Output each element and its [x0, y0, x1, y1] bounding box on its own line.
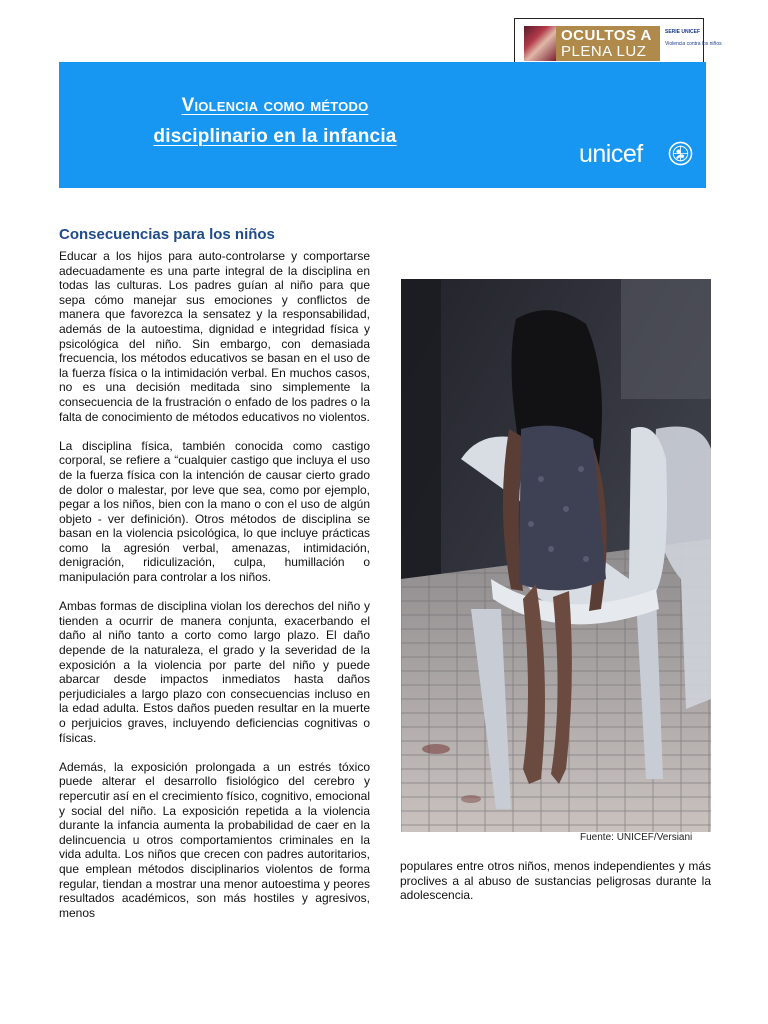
- badge-photo: [524, 26, 556, 61]
- paragraph-1: Educar a los hijos para auto-controlarse y comportarse adecuadamente es una parte integral de la disciplina en todas las culturas. Los padres guían al niño para que sepa cómo manejar sus emociones y conflictos de manera que favorezca la sensatez y la responsabilidad, además de la autoestima, dignidad e integridad física y psicológica del niño. Sin embargo, con demasiada frecuencia, los métodos educativos se basan en el uso de la fuerza física o la intimidación verbal. En muchos casos, no es una decisión meditada sino simplemente la consecuencia de la frustración o enfado de los padres o la falta de conocimiento de métodos educativos no violentos.: [59, 249, 370, 424]
- unicef-wordmark: unicef: [579, 140, 643, 168]
- badge-subtitle: Violencia contra los niños: [665, 41, 722, 47]
- paragraph-5: populares entre otros niños, menos independientes y más proclives a al abuso de sustancias peligrosas durante la adolescencia.: [400, 859, 711, 903]
- unicef-globe-icon: [668, 141, 693, 166]
- paragraph-3: Ambas formas de disciplina violan los derechos del niño y tienden a ocurrir de manera conjunta, exacerbando el daño al niño tanto a corto como largo plazo. El daño depende de la naturaleza, el grado y la severidad de la exposición a la violencia por parte del niño y puede abarcar desde impactos inmediatos hasta daños perjudiciales a largo plazo con consecuencias incluso en la edad adulta. Estos daños pueden resultar en la muerte o perjuicios graves, incluyendo deficiencias cognitivas o físicas.: [59, 599, 370, 745]
- title-line-2: disciplinario en la infancia: [153, 126, 397, 147]
- article-photo: [401, 279, 711, 832]
- badge-line-1: OCULTOS A: [561, 27, 652, 44]
- page-title: [59, 90, 491, 152]
- badge-series-label: SERIE UNICEF: [665, 29, 701, 35]
- section-title: Consecuencias para los niños: [59, 226, 275, 243]
- photo-illustration: [401, 279, 711, 832]
- photo-caption: Fuente: UNICEF/Versiani: [580, 832, 693, 843]
- paragraph-4: Además, la exposición prolongada a un estrés tóxico puede alterar el desarrollo fisiológico del cerebro y repercutir así en el crecimiento físico, cognitivo, emocional y social del niño. La exposición repetida a la violencia durante la infancia aumenta la probabilidad de caer en la delincuencia u otros comportamientos criminales en la vida adulta. Los niños que crecen con padres autoritarios, que emplean métodos disciplinarios violentos de forma regular, tiendan a mostrar una menor autoestima y peores resultados académicos, son más hostiles y agresivos, menos: [59, 759, 370, 920]
- badge-line-2: PLENA LUZ: [561, 43, 647, 60]
- right-column: [400, 859, 711, 903]
- paragraph-2: La disciplina física, también conocida como castigo corporal, se refiere a “cualquier castigo que incluya el uso de la fuerza física con la intención de causar cierto grado de dolor o malestar, por leve que sea, como por ejemplo, pegar a los niños, bien con la mano o con el uso de algún objeto - ver definición). Otros métodos de disciplina se basan en la violencia psicológica, lo que incluye prácticas como la agresión verbal, amenazas, intimidación, denigración, ridiculización, culpa, humillación o manipulación para controlar a los niños.: [59, 438, 370, 585]
- series-badge: [514, 18, 722, 68]
- header-banner: [59, 62, 706, 188]
- badge-title-block: [556, 26, 660, 61]
- left-column: [59, 249, 370, 920]
- title-line-1: Violencia como método: [181, 95, 369, 116]
